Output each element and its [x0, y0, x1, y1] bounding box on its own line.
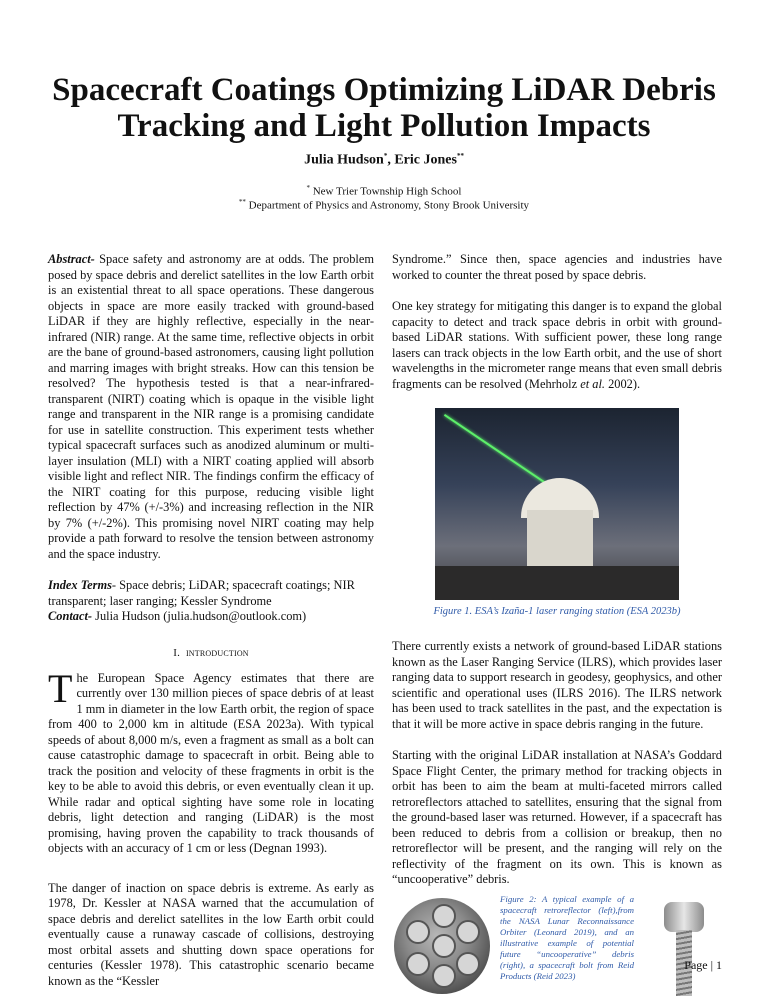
affiliation-2 [0, 198, 768, 212]
left-column [48, 252, 374, 989]
contact-text: Julia Hudson (julia.hudson@outlook.com) [92, 609, 307, 623]
index-terms-label: Index Terms [48, 578, 112, 592]
abstract [48, 252, 374, 562]
author-1-mark: * [383, 152, 388, 160]
section-numeral: I. [173, 646, 181, 659]
affiliation-2-mark: ** [238, 198, 246, 206]
retroreflector-image [394, 898, 490, 994]
affiliation-1-mark: * [306, 184, 310, 192]
author-2-mark: ** [456, 152, 464, 160]
contact [48, 609, 374, 625]
right-paragraph-1: Syndrome.” Since then, space agencies and industries have worked to counter the threat posed by space debris. [392, 252, 722, 282]
intro-paragraph-1-text: he European Space Agency estimates that there are currently over 130 million pieces of space debris of at least 1 mm in diameter in the low Earth orbit, the region of space from 400 to 2,000 km in altitude (ESA 2023a). With typical speeds of about 8,000 m/s, even a fragment as small as a bolt can cause catastrophic damage to spacecraft in orbit. Being able to track the position and velocity of these fragments in orbit is the key to be able to avoid this debris, or even eventually clean it up. While radar and optical sighting have some role in locating debris, light detection and ranging (LiDAR) is the most promising, having proven the capability to track thousands of objects with an accuracy of 1 cm or less (Degnan 1993). [48, 670, 374, 855]
section-name: introduction [185, 646, 249, 659]
author-1: Julia Hudson [304, 152, 384, 168]
index-terms [48, 578, 374, 609]
intro-paragraph-2: The danger of inaction on space debris is extreme. As early as 1978, Dr. Kessler at NASA warned that the accumulation of space debris and derelict satellites in the low Earth orbit could eventually cause a runaway cascade of collisions, destroying most orbital assets and shutting down space operations for centuries (Kessler 1978). This catastrophic scenario became known as the “Kessler [48, 880, 374, 988]
section-heading-introduction [48, 647, 374, 659]
figure-2-caption: Figure 2: A typical example of a spacecraft retroreflector (left),from the NASA Lunar Reconnaissance Orbiter (Leonard 2019), and an illustrative example of potential future “uncooperative” debris (right), a spacecraft bolt from Reid Products (Reid 2023) [500, 893, 634, 981]
right-paragraph-2 [392, 299, 722, 392]
author-line [0, 152, 768, 169]
page-number: Page | 1 [684, 958, 722, 972]
author-separator: , [387, 152, 395, 168]
paper-title: Spacecraft Coatings Optimizing LiDAR Debris Tracking and Light Pollution Impacts [52, 72, 716, 144]
abstract-label: Abstract- [48, 252, 95, 266]
affiliation-1 [0, 184, 768, 198]
right-paragraph-2-text-b: 2002). [604, 376, 641, 391]
observatory-building [527, 510, 593, 568]
et-al: et al. [580, 376, 605, 391]
bolt-image [654, 902, 714, 1006]
figure-1-caption: Figure 1. ESA’s Izaña-1 laser ranging station (ESA 2023b) [433, 606, 681, 617]
figure-1-image [435, 408, 679, 600]
figure-2 [392, 894, 722, 1006]
abstract-text: Space safety and astronomy are at odds. The problem posed by space debris and derelict satellites in the low Earth orbit is an existential threat to all space operations. These dangerous objects in space are more easily tracked with ground-based LiDAR if they are highly reflective, especially in the near-infrared (NIR) range. At the same time, reflective objects in orbit are the bane of ground-based astronomers, causing light pollution and marring images with bright streaks. How can this tension be resolved? The hypothesis tested is that a near-infrared-transparent (NIRT) coating which is opaque in the visible light range and transparent in the NIR range is a promising candidate for use in satellite construction. This experiment tests whether typical spacecraft surfaces such as anodized aluminum or multi-layer insulation (MLI) with a NIRT coating applied will absorb visible light and reflect NIR. The findings confirm the efficacy of the NIRT coating for this purpose, reducing visible light reflection by 47% (+/-3%) and increasing reflection in the NIR by 7% (+/-2%). This promising novel NIRT coating may help provide a path forward to resolve the tension between astronomy and the space industry. [48, 252, 374, 561]
intro-paragraph-1 [48, 665, 374, 857]
affiliation-1-text: New Trier Township High School [312, 185, 462, 198]
contact-label: Contact- [48, 609, 93, 623]
affiliation-2-text: Department of Physics and Astronomy, Stony Brook University [248, 199, 530, 212]
author-2: Eric Jones [394, 152, 457, 168]
right-paragraph-4: Starting with the original LiDAR installation at NASA’s Goddard Space Flight Center, the primary method for tracking objects in orbit has been to aim the beam at multi-faceted mirrors called retroreflectors attached to satellites, ensuring that the signal from the ground-based laser was returned. However, if a spacecraft has been reduced to debris from a collision or breakup, then no retroreflector will be present, and the ranging will rely on the reflectivity of the fragment on its own. This is known as “uncooperative” debris. [392, 748, 722, 886]
dropcap: T [48, 665, 73, 711]
right-column [392, 252, 722, 1006]
right-paragraph-2-text-a: One key strategy for mitigating this danger is to expand the global capacity to detect and track space debris in orbit with ground-based LiDAR stations. With sufficient power, these long range lasers can track objects in the low Earth orbit, and the use of short wavelengths in the micrometer range means that even small debris fragments can be resolved (Mehrholz [392, 299, 722, 391]
index-terms-text: - Space debris; LiDAR; spacecraft coatings; NIR transparent; laser ranging; Kessler Syndrome [48, 578, 355, 608]
right-paragraph-3: There currently exists a network of ground-based LiDAR stations known as the Laser Ranging Service (ILRS), which provides laser ranging data to support research in geodesy, geophysics, and other scientific and operational uses (ILRS 2016). The ILRS network has been used to track satellites in the past, and the expectation is that it will be more active in space debris ranging in the future. [392, 639, 722, 731]
ground [435, 566, 679, 600]
